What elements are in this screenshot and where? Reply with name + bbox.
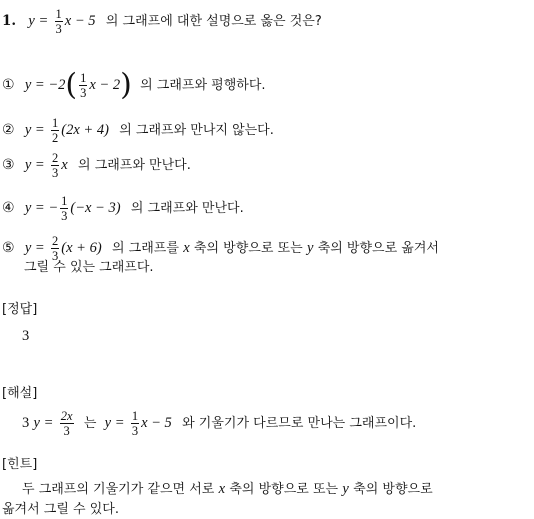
hint-text: 축의 방향으로 <box>353 482 433 497</box>
option-1[interactable] <box>2 67 266 103</box>
fraction-numerator: 2 <box>52 234 59 248</box>
math-expr: y = <box>24 122 45 138</box>
explanation-label-text: [해설] <box>2 386 38 401</box>
math-expr: (x + 6) <box>61 240 102 256</box>
math-rest: x − 5 <box>64 13 96 29</box>
option-text: 의 그래프와 만난다. <box>78 158 191 173</box>
answer-label-text: [정답] <box>2 302 38 317</box>
answer-value-text: 3 <box>22 328 30 344</box>
fraction-denominator: 3 <box>55 22 62 36</box>
option-marker: ④ <box>2 200 15 216</box>
question-text: 의 그래프에 대한 설명으로 옳은 것은? <box>105 14 322 29</box>
explanation-text: 는 <box>83 416 97 431</box>
hint-text: 옮겨서 그릴 수 있다. <box>2 502 119 517</box>
math-var-y: y <box>342 481 349 497</box>
question-number: 1. <box>2 13 17 29</box>
fraction-numerator: 2 <box>52 151 59 165</box>
math-expr: x <box>61 157 68 173</box>
hint-text: 축의 방향으로 또는 <box>229 482 339 497</box>
fraction <box>51 152 59 179</box>
fraction-numerator: 2x <box>60 409 73 423</box>
math-expr: y = <box>24 157 45 173</box>
math-expr: y = <box>104 415 125 431</box>
option-text: 의 그래프를 <box>111 241 179 256</box>
fraction-denominator: 3 <box>61 209 68 223</box>
fraction-denominator: 3 <box>63 424 70 438</box>
option-marker: ③ <box>2 157 15 173</box>
fraction-numerator: 1 <box>80 71 87 85</box>
math-expr: (−x − 3) <box>70 200 121 216</box>
math-expr: y = −2 <box>24 77 66 93</box>
explanation-text: 와 기울기가 다르므로 만나는 그래프이다. <box>182 416 417 431</box>
hint-label <box>2 455 37 474</box>
fraction-numerator: 1 <box>131 409 139 423</box>
option-text: 의 그래프와 만난다. <box>130 201 244 216</box>
math-var-y: y <box>306 240 314 256</box>
answer-value <box>22 327 29 345</box>
fraction <box>60 410 74 437</box>
option-5-line2 <box>24 258 154 277</box>
math-expr: y = <box>24 240 45 256</box>
fraction-numerator: 1 <box>55 7 62 21</box>
explanation-line <box>22 410 416 437</box>
option-text: 축의 방향으로 옮겨서 <box>317 241 439 256</box>
paren-close: ) <box>120 67 132 103</box>
option-marker: ① <box>2 77 15 93</box>
math-var-x: x <box>218 481 226 497</box>
math-expr: y = − <box>24 200 59 216</box>
hint-label-text: [힌트] <box>2 457 38 472</box>
math-expr: (2x + 4) <box>61 122 109 138</box>
fraction-denominator: 3 <box>52 166 59 180</box>
fraction-denominator: 3 <box>80 86 87 100</box>
fraction-denominator: 3 <box>52 249 59 263</box>
fraction-numerator: 1 <box>61 194 68 208</box>
math-expr: y = <box>33 415 54 431</box>
option-marker: ⑤ <box>2 240 15 256</box>
fraction <box>55 8 63 35</box>
option-text: 의 그래프와 평행하다. <box>140 78 266 93</box>
explanation-number: 3 <box>22 415 30 431</box>
fraction-numerator: 1 <box>52 116 59 130</box>
option-4[interactable] <box>2 195 244 222</box>
option-text: 축의 방향으로 또는 <box>193 241 303 256</box>
explanation-label <box>2 384 37 403</box>
hint-line-1 <box>22 480 433 499</box>
answer-label <box>2 300 37 319</box>
math-expr: x − 2 <box>89 77 121 93</box>
fraction-denominator: 2 <box>52 131 59 145</box>
fraction <box>79 72 87 99</box>
paren-open: ( <box>65 67 78 103</box>
option-text: 의 그래프와 만나지 않는다. <box>119 123 274 138</box>
question-line <box>2 8 322 35</box>
hint-line-2 <box>2 500 119 519</box>
math-expr: x − 5 <box>141 415 172 431</box>
fraction-denominator: 3 <box>131 424 139 438</box>
fraction <box>60 195 68 222</box>
math-lhs: y = <box>28 13 49 29</box>
option-marker: ② <box>2 122 15 138</box>
math-var-x: x <box>183 240 190 256</box>
fraction <box>51 117 59 144</box>
option-text: 그릴 수 있는 그래프다. <box>24 260 154 275</box>
option-3[interactable] <box>2 152 191 179</box>
option-2[interactable] <box>2 117 274 144</box>
hint-text: 두 그래프의 기울기가 같으면 서로 <box>22 482 215 497</box>
fraction <box>131 410 139 437</box>
